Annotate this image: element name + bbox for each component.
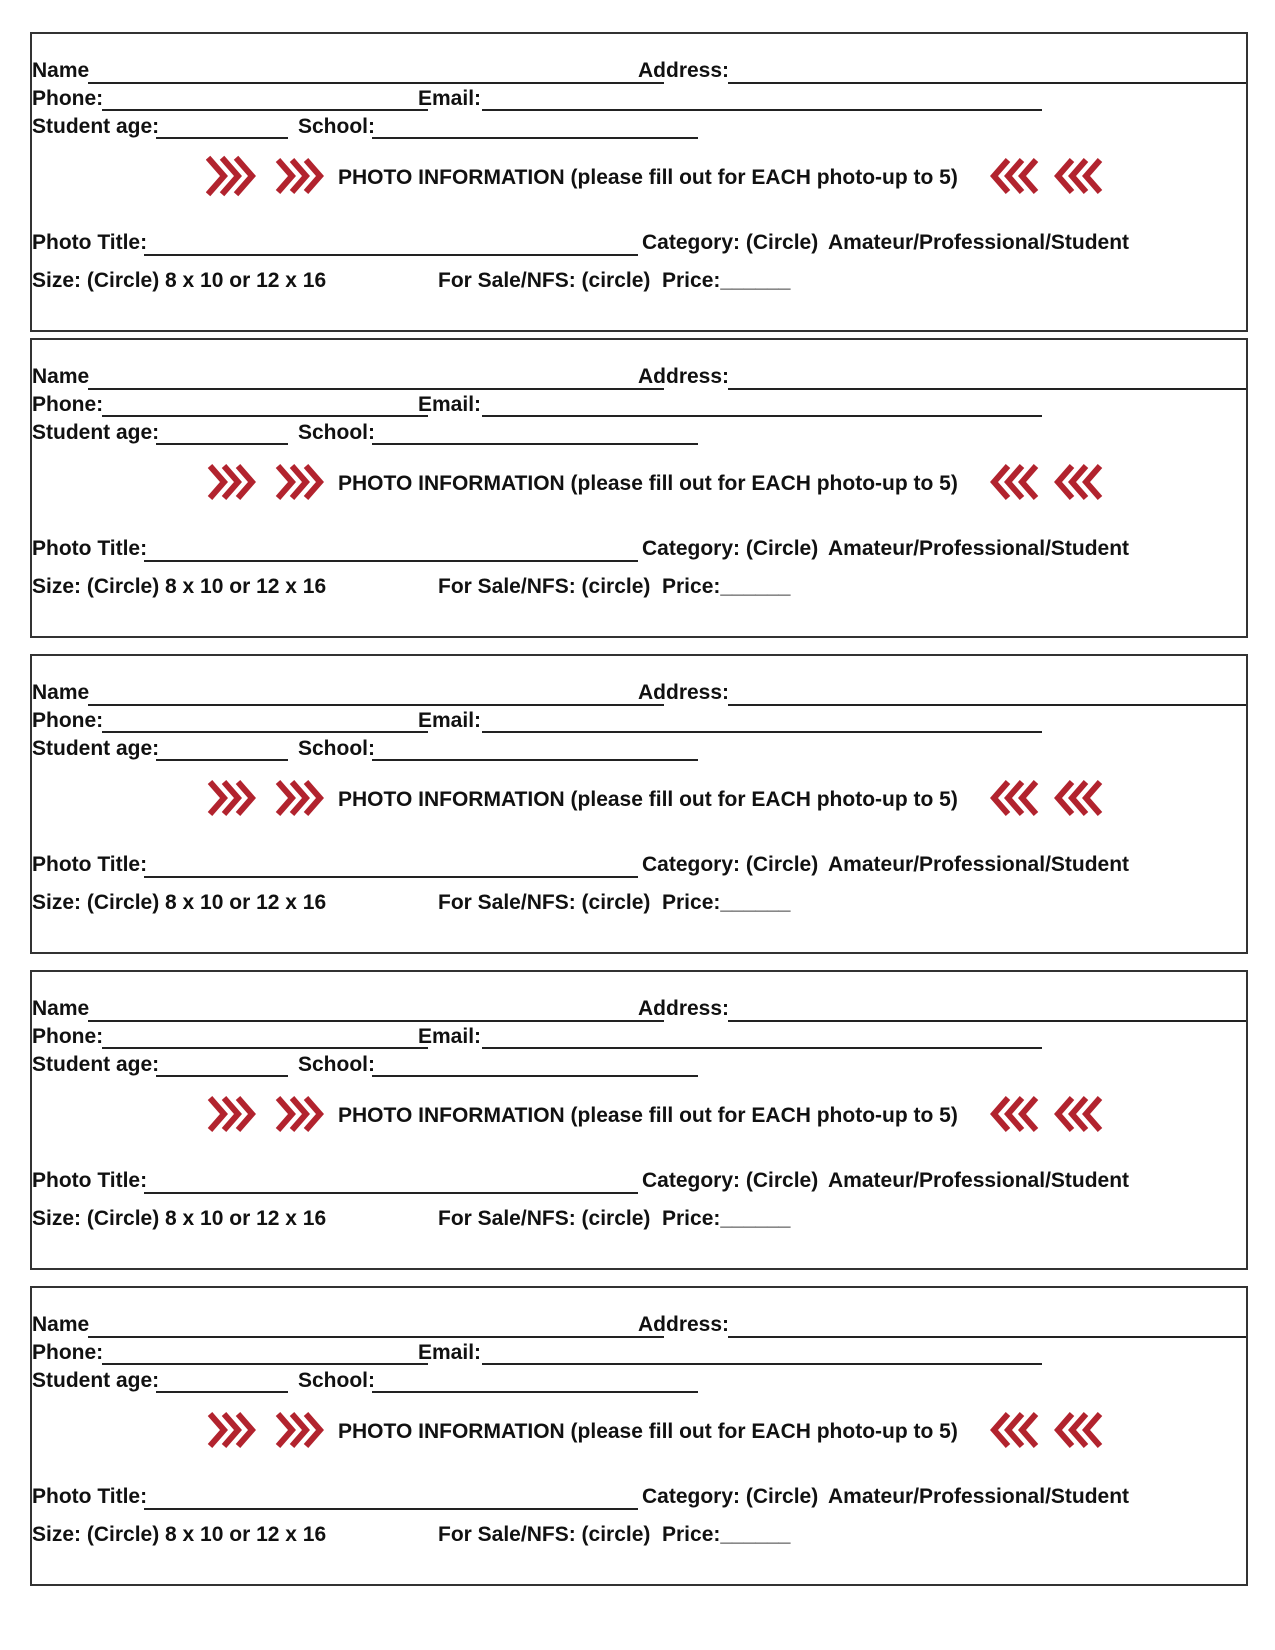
phone-field[interactable] [102, 109, 428, 111]
address-label: Address: [638, 59, 730, 82]
entry-form-1 [30, 32, 1248, 332]
school-field[interactable] [372, 1391, 698, 1393]
double-left-chevron-icon [982, 154, 1040, 198]
phone-label: Phone: [32, 709, 104, 732]
school-label: School: [298, 115, 375, 138]
email-field[interactable] [482, 1047, 1042, 1049]
student-age-field[interactable] [156, 1075, 288, 1077]
email-label: Email: [418, 1025, 482, 1048]
size-label[interactable]: Size: (Circle) 8 x 10 or 12 x 16 [32, 1207, 327, 1230]
double-right-chevron-icon [206, 1408, 264, 1452]
photo-title-field[interactable] [144, 1508, 638, 1510]
phone-field[interactable] [102, 731, 428, 733]
category-options[interactable]: Amateur/Professional/Student [828, 231, 1130, 254]
category-label: Category: (Circle) [642, 231, 819, 254]
email-label: Email: [418, 1341, 482, 1364]
double-right-chevron-icon [206, 154, 264, 198]
name-label: Name [32, 1313, 90, 1336]
double-left-chevron-icon [1046, 776, 1104, 820]
address-label: Address: [638, 365, 730, 388]
double-right-chevron-icon [206, 776, 264, 820]
name-field[interactable] [88, 704, 664, 706]
double-right-chevron-icon [274, 776, 332, 820]
address-field[interactable] [728, 1020, 1246, 1022]
sale-label[interactable]: For Sale/NFS: (circle) [438, 269, 651, 292]
photo-info-banner: PHOTO INFORMATION (please fill out for EACH photo-up to 5) [338, 1104, 958, 1127]
sale-label[interactable]: For Sale/NFS: (circle) [438, 575, 651, 598]
student-age-label: Student age: [32, 421, 160, 444]
email-field[interactable] [482, 109, 1042, 111]
double-left-chevron-icon [982, 1092, 1040, 1136]
student-age-field[interactable] [156, 443, 288, 445]
category-label: Category: (Circle) [642, 1169, 819, 1192]
size-label[interactable]: Size: (Circle) 8 x 10 or 12 x 16 [32, 269, 327, 292]
photo-title-label: Photo Title: [32, 853, 148, 876]
price-label[interactable]: Price:______ [662, 1207, 791, 1230]
double-left-chevron-icon [1046, 1092, 1104, 1136]
school-field[interactable] [372, 137, 698, 139]
student-age-label: Student age: [32, 1053, 160, 1076]
photo-info-banner: PHOTO INFORMATION (please fill out for EACH photo-up to 5) [338, 166, 958, 189]
entry-form-5 [30, 1286, 1248, 1586]
photo-title-label: Photo Title: [32, 231, 148, 254]
email-field[interactable] [482, 1363, 1042, 1365]
name-field[interactable] [88, 82, 664, 84]
student-age-label: Student age: [32, 115, 160, 138]
category-options[interactable]: Amateur/Professional/Student [828, 853, 1130, 876]
school-field[interactable] [372, 443, 698, 445]
email-field[interactable] [482, 731, 1042, 733]
school-field[interactable] [372, 759, 698, 761]
double-left-chevron-icon [1046, 1408, 1104, 1452]
name-label: Name [32, 997, 90, 1020]
student-age-field[interactable] [156, 137, 288, 139]
double-right-chevron-icon [274, 1408, 332, 1452]
email-field[interactable] [482, 415, 1042, 417]
double-right-chevron-icon [274, 460, 332, 504]
student-age-label: Student age: [32, 1369, 160, 1392]
price-label[interactable]: Price:______ [662, 269, 791, 292]
phone-field[interactable] [102, 415, 428, 417]
photo-info-banner: PHOTO INFORMATION (please fill out for EACH photo-up to 5) [338, 472, 958, 495]
address-field[interactable] [728, 704, 1246, 706]
sale-label[interactable]: For Sale/NFS: (circle) [438, 1523, 651, 1546]
entry-form-4 [30, 970, 1248, 1270]
name-label: Name [32, 59, 90, 82]
phone-field[interactable] [102, 1047, 428, 1049]
double-left-chevron-icon [982, 776, 1040, 820]
name-label: Name [32, 365, 90, 388]
phone-field[interactable] [102, 1363, 428, 1365]
student-age-field[interactable] [156, 759, 288, 761]
category-label: Category: (Circle) [642, 1485, 819, 1508]
photo-title-label: Photo Title: [32, 1169, 148, 1192]
double-left-chevron-icon [982, 460, 1040, 504]
email-label: Email: [418, 393, 482, 416]
phone-label: Phone: [32, 1025, 104, 1048]
double-left-chevron-icon [982, 1408, 1040, 1452]
category-label: Category: (Circle) [642, 537, 819, 560]
size-label[interactable]: Size: (Circle) 8 x 10 or 12 x 16 [32, 575, 327, 598]
entry-form-2 [30, 338, 1248, 638]
school-field[interactable] [372, 1075, 698, 1077]
photo-info-banner: PHOTO INFORMATION (please fill out for EACH photo-up to 5) [338, 788, 958, 811]
size-label[interactable]: Size: (Circle) 8 x 10 or 12 x 16 [32, 1523, 327, 1546]
name-field[interactable] [88, 1020, 664, 1022]
photo-title-field[interactable] [144, 876, 638, 878]
category-options[interactable]: Amateur/Professional/Student [828, 537, 1130, 560]
photo-title-field[interactable] [144, 560, 638, 562]
school-label: School: [298, 421, 375, 444]
address-label: Address: [638, 997, 730, 1020]
size-label[interactable]: Size: (Circle) 8 x 10 or 12 x 16 [32, 891, 327, 914]
entry-form-3 [30, 654, 1248, 954]
photo-title-field[interactable] [144, 254, 638, 256]
price-label[interactable]: Price:______ [662, 575, 791, 598]
phone-label: Phone: [32, 87, 104, 110]
photo-title-field[interactable] [144, 1192, 638, 1194]
address-field[interactable] [728, 388, 1246, 390]
email-label: Email: [418, 709, 482, 732]
photo-info-banner: PHOTO INFORMATION (please fill out for EACH photo-up to 5) [338, 1420, 958, 1443]
sale-label[interactable]: For Sale/NFS: (circle) [438, 891, 651, 914]
sale-label[interactable]: For Sale/NFS: (circle) [438, 1207, 651, 1230]
photo-title-label: Photo Title: [32, 1485, 148, 1508]
double-right-chevron-icon [274, 1092, 332, 1136]
student-age-field[interactable] [156, 1391, 288, 1393]
name-field[interactable] [88, 388, 664, 390]
name-field[interactable] [88, 1336, 664, 1338]
category-options[interactable]: Amateur/Professional/Student [828, 1169, 1130, 1192]
address-field[interactable] [728, 82, 1246, 84]
phone-label: Phone: [32, 393, 104, 416]
school-label: School: [298, 1053, 375, 1076]
school-label: School: [298, 737, 375, 760]
double-left-chevron-icon [1046, 154, 1104, 198]
price-label[interactable]: Price:______ [662, 1523, 791, 1546]
price-label[interactable]: Price:______ [662, 891, 791, 914]
phone-label: Phone: [32, 1341, 104, 1364]
school-label: School: [298, 1369, 375, 1392]
address-label: Address: [638, 1313, 730, 1336]
category-label: Category: (Circle) [642, 853, 819, 876]
double-right-chevron-icon [206, 1092, 264, 1136]
category-options[interactable]: Amateur/Professional/Student [828, 1485, 1130, 1508]
address-label: Address: [638, 681, 730, 704]
email-label: Email: [418, 87, 482, 110]
name-label: Name [32, 681, 90, 704]
student-age-label: Student age: [32, 737, 160, 760]
double-right-chevron-icon [274, 154, 332, 198]
address-field[interactable] [728, 1336, 1246, 1338]
double-left-chevron-icon [1046, 460, 1104, 504]
double-right-chevron-icon [206, 460, 264, 504]
photo-title-label: Photo Title: [32, 537, 148, 560]
